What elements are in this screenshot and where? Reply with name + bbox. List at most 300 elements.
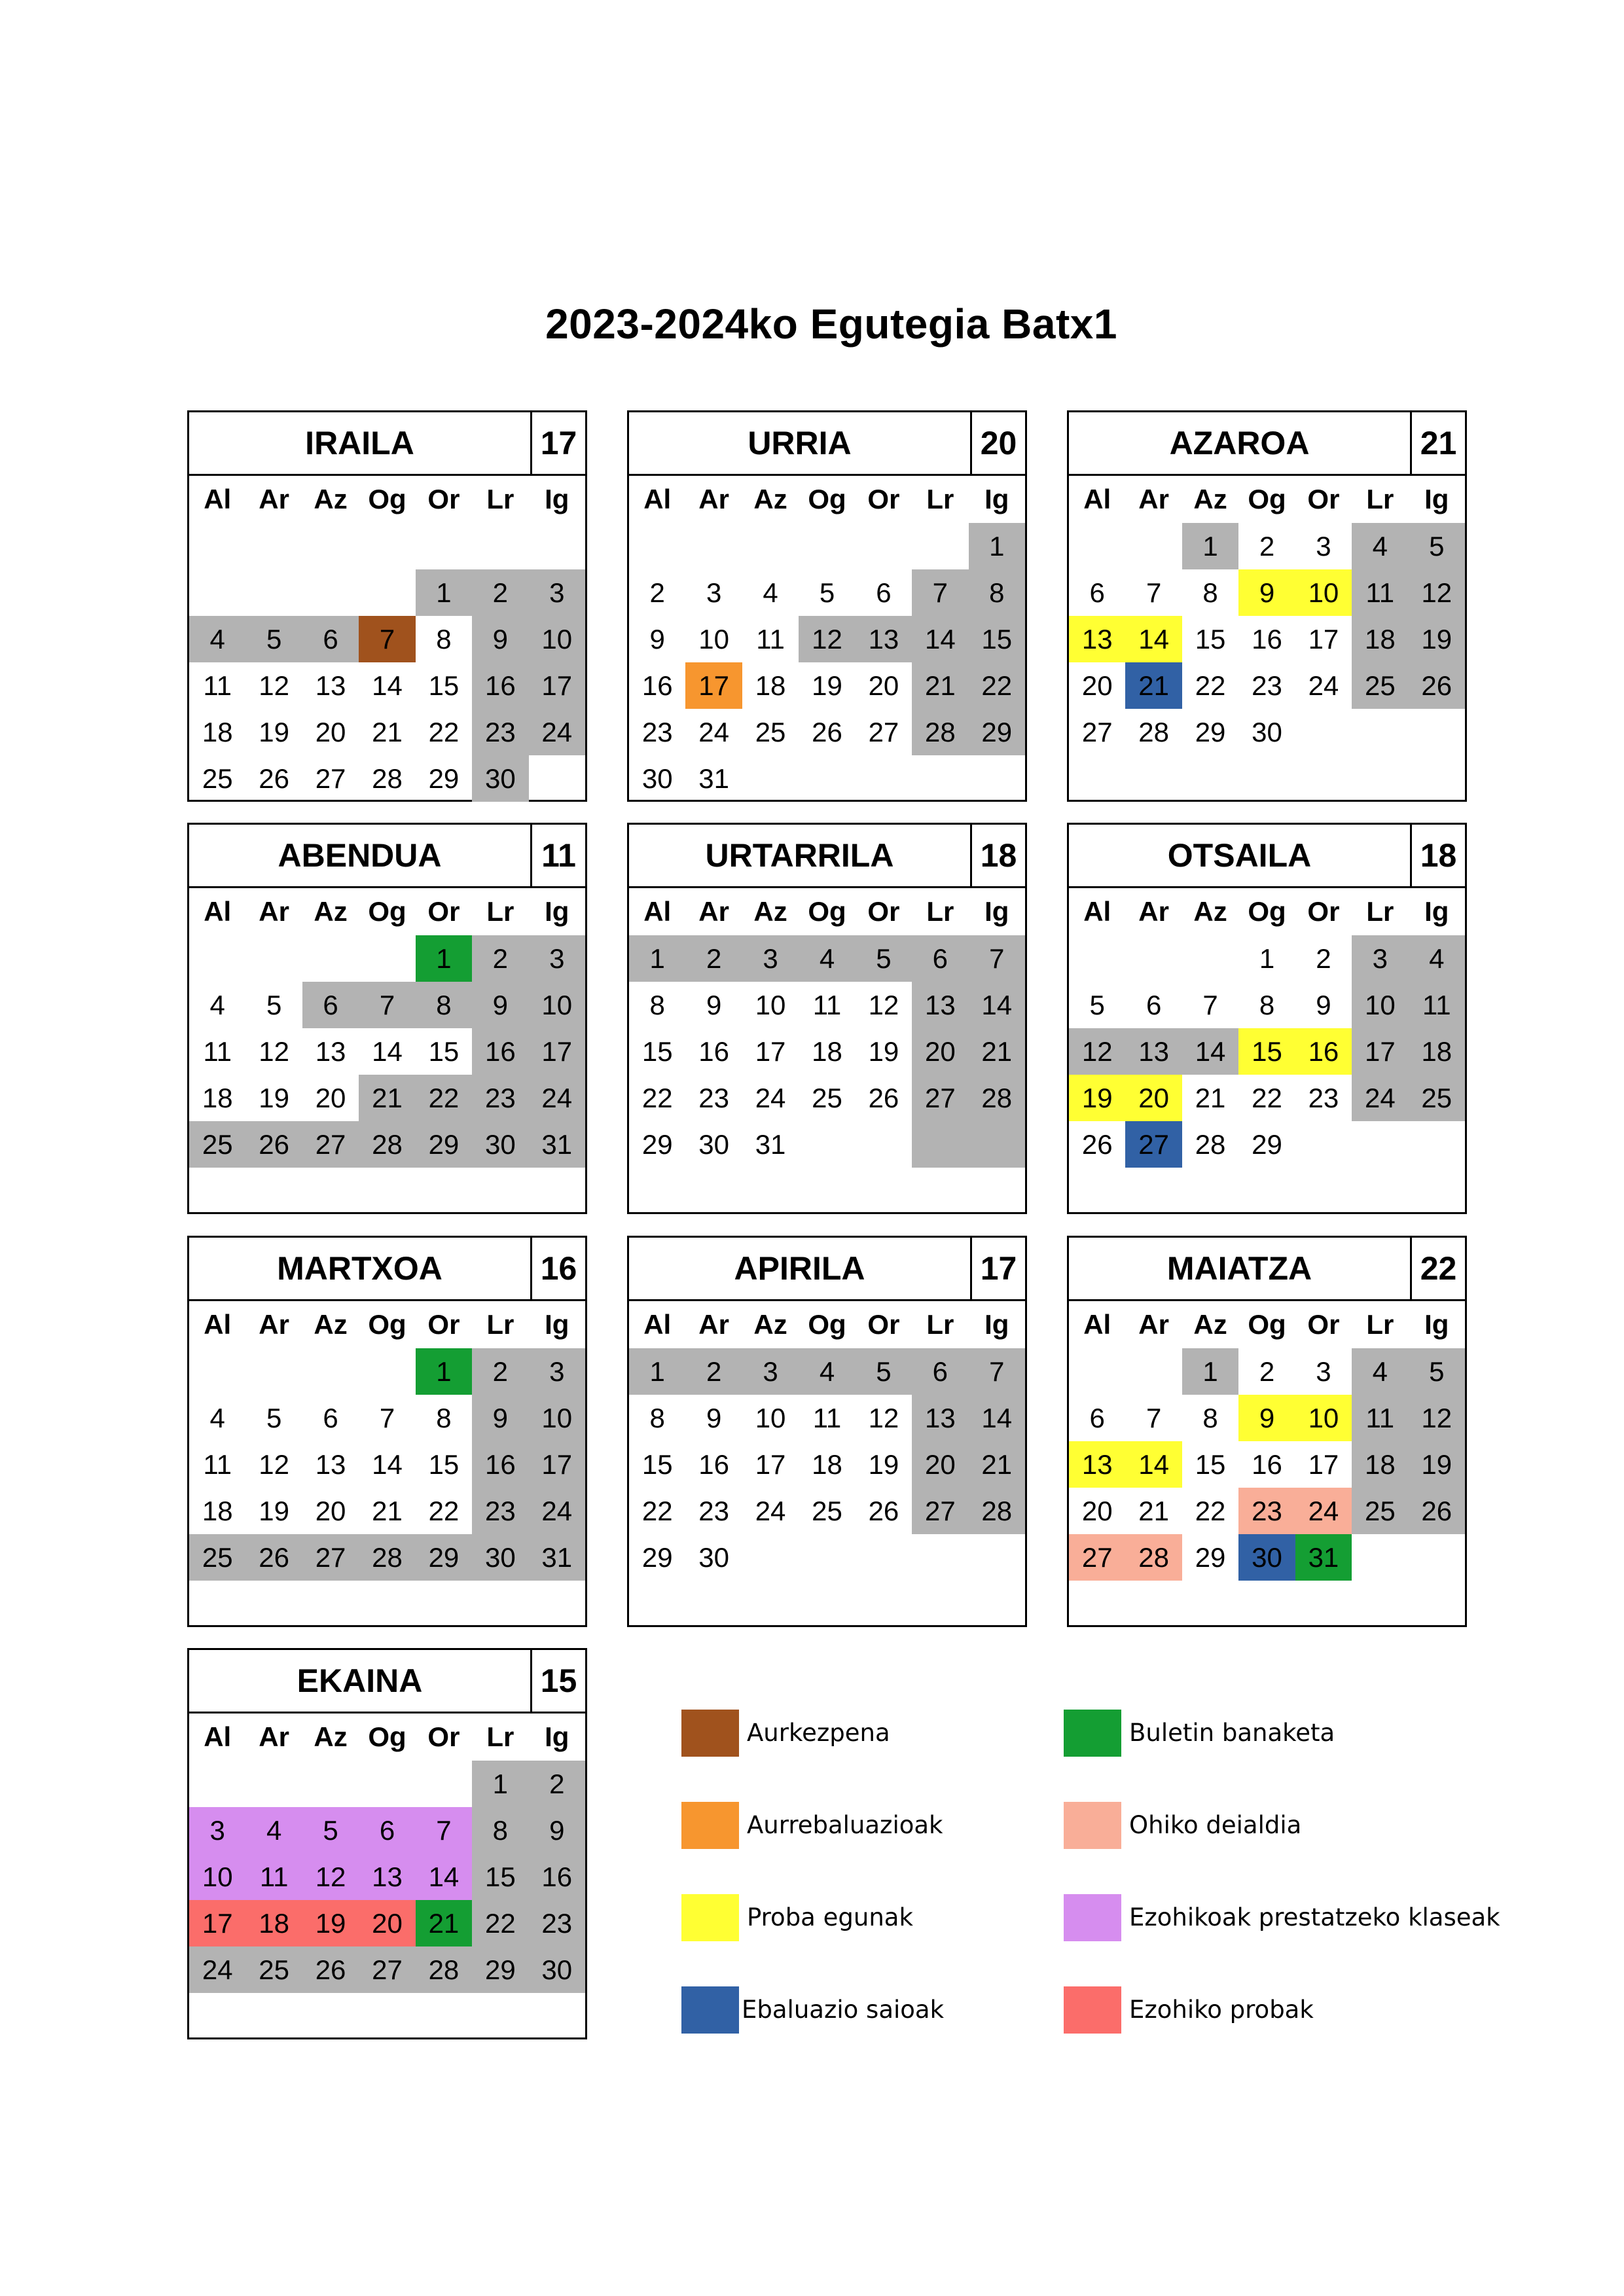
- day-cell: 15: [472, 1854, 528, 1900]
- weekday-label: Al: [204, 1721, 232, 1752]
- day-cell: 18: [1352, 616, 1408, 662]
- weekday-label: Ig: [1424, 896, 1449, 927]
- day-cell: 8: [472, 1807, 528, 1854]
- day-grid: [189, 935, 585, 1214]
- day-cell: 10: [1295, 569, 1352, 616]
- day-grid: [1069, 1348, 1465, 1627]
- weekday-label: Og: [808, 896, 846, 927]
- weekday-label: Al: [643, 484, 672, 514]
- weekday-label: Ar: [1138, 896, 1169, 927]
- day-cell: 27: [1125, 1121, 1182, 1168]
- month-otsaila: [1067, 823, 1467, 1214]
- day-cell: 24: [529, 1075, 585, 1121]
- empty-cell: [1125, 1168, 1182, 1214]
- weekday-label: Az: [1193, 484, 1227, 514]
- empty-cell: [1295, 1581, 1352, 1627]
- weekday-header: [1069, 476, 1465, 523]
- day-cell: 9: [472, 616, 528, 662]
- day-cell: 7: [969, 935, 1025, 982]
- day-cell: 11: [812, 989, 842, 1020]
- day-cell: 14: [912, 616, 968, 662]
- day-cell: 30: [472, 1534, 528, 1581]
- day-cell: 11: [812, 1402, 842, 1433]
- weekday-label: Al: [204, 1309, 232, 1340]
- empty-cell: [416, 1581, 472, 1627]
- empty-cell: [1352, 755, 1408, 802]
- day-cell: 9: [529, 1807, 585, 1854]
- day-cell: 10: [529, 1395, 585, 1441]
- day-grid: [629, 523, 1025, 802]
- empty-cell: [472, 1168, 528, 1214]
- month-iraila: [187, 410, 587, 802]
- day-cell: 6: [876, 577, 892, 608]
- day-cell: 27: [912, 1488, 968, 1534]
- day-cell: 1: [969, 523, 1025, 569]
- day-cell: 13: [856, 616, 912, 662]
- empty-cell: [359, 935, 415, 982]
- empty-cell: [856, 1121, 912, 1168]
- weekday-label: Az: [314, 1721, 348, 1752]
- day-cell: 29: [969, 709, 1025, 755]
- day-cell: 26: [1081, 1128, 1113, 1160]
- day-cell: 16: [472, 1028, 528, 1075]
- legend-label: Aurkezpena: [747, 1719, 890, 1747]
- day-cell: 26: [1409, 1488, 1465, 1534]
- day-cell: 7: [359, 616, 415, 662]
- day-cell: 8: [1202, 1402, 1218, 1433]
- day-cell: 20: [912, 1441, 968, 1488]
- weekday-label: Lr: [1366, 896, 1394, 927]
- day-cell: 28: [1125, 1534, 1182, 1581]
- day-cell: 3: [529, 569, 585, 616]
- day-cell: 27: [359, 1946, 415, 1993]
- empty-cell: [912, 523, 968, 569]
- weekday-label: Al: [204, 484, 232, 514]
- empty-cell: [1352, 1534, 1408, 1581]
- day-cell: 16: [472, 662, 528, 709]
- empty-cell: [742, 1534, 799, 1581]
- day-cell: 6: [302, 982, 359, 1028]
- day-cell: 19: [812, 670, 842, 701]
- day-cell: 13: [359, 1854, 415, 1900]
- day-cell: 8: [649, 1402, 665, 1433]
- empty-cell: [1069, 1581, 1125, 1627]
- weekday-label: Az: [314, 484, 348, 514]
- day-cell: 19: [259, 1495, 289, 1526]
- weekday-label: Ar: [259, 484, 289, 514]
- empty-cell: [302, 1168, 359, 1214]
- weekday-label: Al: [1083, 484, 1111, 514]
- weekday-label: Al: [204, 896, 232, 927]
- empty-cell: [245, 1581, 302, 1627]
- weekday-label: Ar: [698, 1309, 729, 1340]
- day-cell: 26: [245, 1121, 302, 1168]
- empty-cell: [529, 523, 585, 569]
- weekday-label: Or: [867, 484, 900, 514]
- weekday-label: Or: [427, 1309, 460, 1340]
- day-cell: 26: [868, 1082, 899, 1113]
- legend-swatch: [681, 1710, 739, 1757]
- day-cell: 16: [698, 1448, 729, 1480]
- day-cell: 28: [416, 1946, 472, 1993]
- day-cell: 16: [698, 1035, 729, 1067]
- day-cell: 6: [1146, 989, 1162, 1020]
- day-cell: 30: [698, 1541, 729, 1573]
- month-name: URTARRILA: [705, 837, 894, 874]
- empty-cell: [245, 1993, 302, 2039]
- empty-cell: [1409, 709, 1465, 755]
- legend-label: Buletin banaketa: [1129, 1719, 1335, 1747]
- empty-cell: [359, 1168, 415, 1214]
- month-header: [1069, 1238, 1465, 1301]
- day-cell: 27: [868, 716, 899, 747]
- day-cell: 24: [529, 1488, 585, 1534]
- empty-cell: [529, 755, 585, 802]
- day-cell: 4: [1352, 523, 1408, 569]
- day-cell: 22: [641, 1082, 673, 1113]
- empty-cell: [1182, 935, 1238, 982]
- day-cell: 6: [323, 1402, 338, 1433]
- day-cell: 25: [1352, 662, 1408, 709]
- day-cell: 12: [1409, 569, 1465, 616]
- empty-cell: [302, 1761, 359, 1807]
- day-cell: 15: [1195, 623, 1226, 655]
- day-cell: 20: [315, 716, 346, 747]
- day-cell: 10: [1295, 1395, 1352, 1441]
- day-cell: 3: [1352, 935, 1408, 982]
- empty-cell: [302, 1348, 359, 1395]
- empty-cell: [1125, 935, 1182, 982]
- day-cell: 9: [706, 989, 722, 1020]
- empty-cell: [1069, 935, 1125, 982]
- day-cell: 14: [1125, 1441, 1182, 1488]
- day-cell: 18: [202, 1082, 233, 1113]
- weekday-label: Ig: [545, 896, 569, 927]
- day-cell: 12: [868, 989, 899, 1020]
- weekday-label: Ig: [545, 484, 569, 514]
- day-cell: 19: [868, 1035, 899, 1067]
- day-cell: 6: [912, 1348, 968, 1395]
- day-cell: 14: [416, 1854, 472, 1900]
- day-cell: 17: [529, 1441, 585, 1488]
- weekday-label: Lr: [486, 896, 514, 927]
- day-cell: 23: [472, 1488, 528, 1534]
- day-cell: 11: [1409, 982, 1465, 1028]
- weekday-label: Og: [368, 1309, 406, 1340]
- day-cell: 14: [969, 1395, 1025, 1441]
- month-day-count: 18: [970, 825, 1025, 886]
- day-cell: 25: [189, 1121, 245, 1168]
- day-grid: [189, 1761, 585, 2039]
- day-cell: 28: [912, 709, 968, 755]
- day-cell: 31: [698, 762, 729, 794]
- day-cell: 20: [1125, 1075, 1182, 1121]
- day-cell: 21: [416, 1900, 472, 1946]
- month-apirila: [627, 1236, 1027, 1627]
- weekday-label: Ar: [698, 896, 729, 927]
- day-cell: 29: [416, 1121, 472, 1168]
- day-cell: 25: [202, 762, 233, 794]
- day-cell: 16: [472, 1441, 528, 1488]
- empty-cell: [1295, 1121, 1352, 1168]
- day-cell: 16: [1252, 1448, 1282, 1480]
- empty-cell: [1352, 1121, 1408, 1168]
- day-grid: [189, 1348, 585, 1627]
- day-cell: 20: [868, 670, 899, 701]
- day-cell: 29: [641, 1541, 673, 1573]
- day-cell: 10: [755, 1402, 786, 1433]
- day-cell: 15: [641, 1035, 673, 1067]
- day-cell: 30: [698, 1128, 729, 1160]
- day-cell: 15: [969, 616, 1025, 662]
- page-title: 2023-2024ko Egutegia Batx1: [545, 300, 1117, 348]
- empty-cell: [189, 1993, 245, 2039]
- day-cell: 18: [202, 716, 233, 747]
- day-cell: 17: [1308, 623, 1339, 655]
- month-header: [189, 412, 585, 476]
- legend-swatch: [681, 1894, 739, 1941]
- weekday-label: Or: [1307, 484, 1340, 514]
- day-cell: 21: [1195, 1082, 1226, 1113]
- day-cell: 1: [472, 1761, 528, 1807]
- day-cell: 8: [416, 982, 472, 1028]
- legend-label: Aurrebaluazioak: [747, 1811, 943, 1839]
- empty-cell: [359, 523, 415, 569]
- day-cell: 2: [685, 1348, 742, 1395]
- empty-cell: [799, 1168, 855, 1214]
- weekday-label: Ig: [1424, 484, 1449, 514]
- weekday-label: Og: [808, 1309, 846, 1340]
- month-day-count: 17: [530, 412, 585, 474]
- legend-label: Proba egunak: [747, 1903, 913, 1931]
- day-cell: 13: [912, 982, 968, 1028]
- legend-swatch: [1064, 1802, 1121, 1849]
- empty-cell: [912, 755, 968, 802]
- day-cell: 12: [1069, 1028, 1125, 1075]
- day-cell: 8: [436, 1402, 452, 1433]
- day-cell: 18: [202, 1495, 233, 1526]
- weekday-label: Az: [753, 896, 787, 927]
- day-cell: 8: [436, 623, 452, 655]
- day-cell: 9: [1316, 989, 1331, 1020]
- empty-cell: [1125, 523, 1182, 569]
- legend-swatch: [1064, 1710, 1121, 1757]
- month-name: MARTXOA: [277, 1250, 442, 1287]
- day-cell: 24: [1295, 1488, 1352, 1534]
- day-cell: 28: [372, 762, 403, 794]
- month-header: [1069, 825, 1465, 888]
- day-cell: 6: [912, 935, 968, 982]
- day-cell: 1: [1259, 942, 1275, 974]
- day-cell: 24: [189, 1946, 245, 1993]
- day-cell: 2: [1259, 530, 1275, 562]
- day-cell: 4: [209, 1402, 225, 1433]
- day-cell: 10: [698, 623, 729, 655]
- day-cell: 26: [812, 716, 842, 747]
- empty-cell: [629, 1168, 685, 1214]
- day-cell: 14: [1125, 616, 1182, 662]
- day-cell: 18: [755, 670, 786, 701]
- day-cell: 24: [755, 1082, 786, 1113]
- day-cell: 4: [763, 577, 778, 608]
- empty-cell: [359, 1581, 415, 1627]
- month-day-count: 18: [1410, 825, 1465, 886]
- day-cell: 28: [359, 1534, 415, 1581]
- day-cell: 17: [529, 1028, 585, 1075]
- weekday-label: Az: [1193, 896, 1227, 927]
- month-header: [189, 1238, 585, 1301]
- day-cell: 15: [428, 1035, 460, 1067]
- day-cell: 25: [812, 1495, 842, 1526]
- day-cell: 30: [472, 755, 528, 802]
- empty-cell: [799, 1121, 855, 1168]
- day-cell: 19: [1409, 1441, 1465, 1488]
- month-azaroa: [1067, 410, 1467, 802]
- day-cell: 18: [812, 1448, 842, 1480]
- weekday-header: [1069, 888, 1465, 935]
- weekday-label: Al: [1083, 896, 1111, 927]
- day-cell: 11: [756, 623, 785, 655]
- day-cell: 6: [302, 616, 359, 662]
- day-cell: 28: [969, 1075, 1025, 1121]
- day-cell: 8: [969, 569, 1025, 616]
- empty-cell: [359, 1993, 415, 2039]
- day-cell: 23: [1238, 1488, 1295, 1534]
- day-cell: 7: [1146, 1402, 1162, 1433]
- empty-cell: [1352, 1168, 1408, 1214]
- day-cell: 26: [259, 762, 289, 794]
- weekday-label: Az: [314, 1309, 348, 1340]
- day-cell: 12: [302, 1854, 359, 1900]
- day-cell: 1: [629, 935, 685, 982]
- weekday-label: Lr: [926, 484, 954, 514]
- day-cell: 18: [1409, 1028, 1465, 1075]
- day-cell: 14: [372, 1035, 403, 1067]
- weekday-label: Az: [1193, 1309, 1227, 1340]
- empty-cell: [969, 1581, 1025, 1627]
- day-cell: 13: [315, 1035, 346, 1067]
- day-cell: 23: [698, 1082, 729, 1113]
- empty-cell: [742, 1168, 799, 1214]
- empty-cell: [856, 1581, 912, 1627]
- day-cell: 3: [529, 935, 585, 982]
- day-cell: 3: [1316, 530, 1331, 562]
- day-cell: 11: [203, 1448, 232, 1480]
- month-name: MAIATZA: [1166, 1250, 1312, 1287]
- month-name: APIRILA: [734, 1250, 865, 1287]
- empty-cell: [1409, 755, 1465, 802]
- day-cell: 20: [1081, 670, 1113, 701]
- empty-cell: [685, 523, 742, 569]
- day-cell: 31: [529, 1121, 585, 1168]
- day-grid: [189, 523, 585, 802]
- day-cell: 30: [1252, 716, 1282, 747]
- empty-cell: [416, 1168, 472, 1214]
- empty-cell: [1125, 1348, 1182, 1395]
- day-cell: 27: [315, 762, 346, 794]
- empty-cell: [1352, 1581, 1408, 1627]
- empty-cell: [359, 1348, 415, 1395]
- empty-cell: [1125, 1581, 1182, 1627]
- day-cell: 26: [302, 1946, 359, 1993]
- month-ekaina: [187, 1648, 587, 2039]
- day-cell: 13: [1125, 1028, 1182, 1075]
- day-cell: 22: [641, 1495, 673, 1526]
- month-abendua: [187, 823, 587, 1214]
- empty-cell: [912, 1121, 968, 1168]
- legend-label: Ebaluazio saioak: [742, 1996, 945, 2024]
- weekday-label: Ar: [1138, 484, 1169, 514]
- day-cell: 23: [472, 1075, 528, 1121]
- legend-label: Ezohikoak prestatzeko klaseak: [1129, 1903, 1500, 1931]
- day-cell: 6: [1089, 1402, 1105, 1433]
- day-cell: 20: [1081, 1495, 1113, 1526]
- weekday-label: Lr: [926, 1309, 954, 1340]
- weekday-label: Or: [427, 896, 460, 927]
- weekday-label: Ig: [984, 896, 1009, 927]
- empty-cell: [189, 935, 245, 982]
- day-cell: 10: [529, 616, 585, 662]
- empty-cell: [912, 1534, 968, 1581]
- empty-cell: [245, 1168, 302, 1214]
- day-cell: 2: [472, 569, 528, 616]
- day-cell: 23: [698, 1495, 729, 1526]
- weekday-header: [189, 476, 585, 523]
- day-cell: 13: [1069, 1441, 1125, 1488]
- weekday-label: Ig: [984, 484, 1009, 514]
- day-cell: 1: [629, 1348, 685, 1395]
- day-cell: 9: [1238, 1395, 1295, 1441]
- day-cell: 8: [1259, 989, 1275, 1020]
- day-cell: 5: [819, 577, 835, 608]
- day-cell: 12: [799, 616, 855, 662]
- day-cell: 14: [372, 1448, 403, 1480]
- day-cell: 17: [529, 662, 585, 709]
- day-cell: 3: [742, 935, 799, 982]
- day-cell: 11: [1352, 1395, 1408, 1441]
- day-cell: 21: [969, 1441, 1025, 1488]
- day-cell: 4: [209, 989, 225, 1020]
- day-grid: [1069, 935, 1465, 1214]
- empty-cell: [856, 1168, 912, 1214]
- empty-cell: [529, 1581, 585, 1627]
- day-cell: 20: [315, 1082, 346, 1113]
- day-cell: 29: [1195, 1541, 1226, 1573]
- weekday-label: Or: [427, 484, 460, 514]
- month-header: [629, 1238, 1025, 1301]
- month-header: [189, 1650, 585, 1713]
- day-cell: 11: [1352, 569, 1408, 616]
- day-cell: 30: [641, 762, 673, 794]
- day-cell: 29: [428, 762, 460, 794]
- month-day-count: 20: [970, 412, 1025, 474]
- day-cell: 18: [245, 1900, 302, 1946]
- day-cell: 1: [416, 1348, 472, 1395]
- day-cell: 10: [189, 1854, 245, 1900]
- empty-cell: [1182, 1581, 1238, 1627]
- empty-cell: [799, 1534, 855, 1581]
- empty-cell: [1295, 709, 1352, 755]
- empty-cell: [969, 755, 1025, 802]
- legend-swatch: [681, 1986, 739, 2034]
- day-cell: 31: [1295, 1534, 1352, 1581]
- day-cell: 17: [755, 1448, 786, 1480]
- day-cell: 15: [428, 1448, 460, 1480]
- empty-cell: [189, 1348, 245, 1395]
- day-cell: 5: [1409, 523, 1465, 569]
- day-cell: 9: [472, 1395, 528, 1441]
- weekday-label: Al: [643, 896, 672, 927]
